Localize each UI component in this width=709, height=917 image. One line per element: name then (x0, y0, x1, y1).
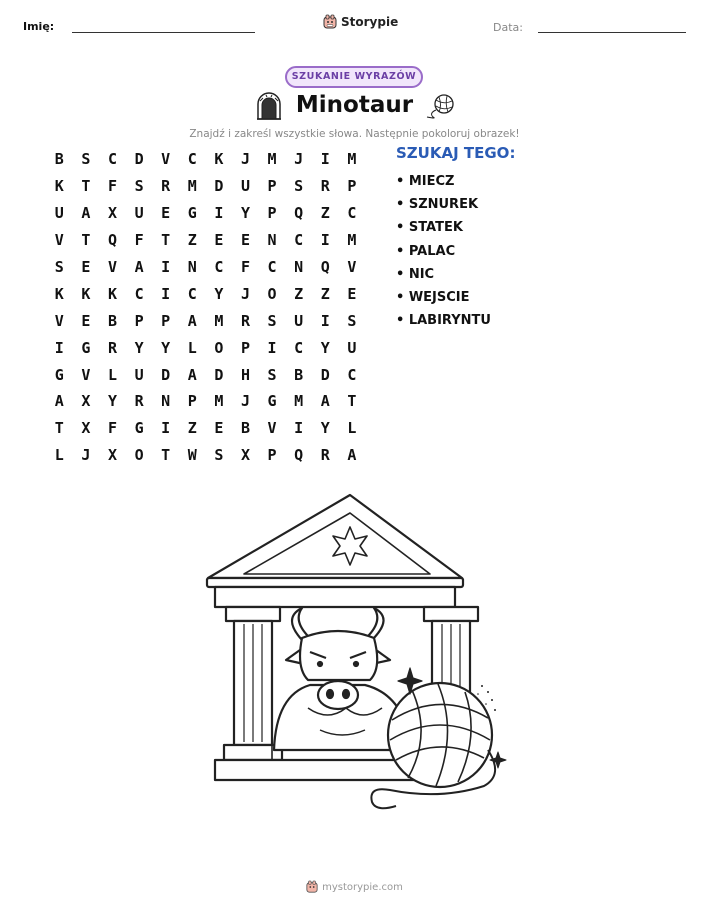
grid-letter[interactable]: V (107, 258, 117, 276)
grid-letter[interactable]: S (347, 311, 357, 330)
grid-letter[interactable]: P (240, 338, 250, 357)
grid-letter[interactable]: I (320, 231, 330, 250)
grid-letter[interactable]: R (107, 338, 117, 357)
grid-letter[interactable]: Y (214, 284, 224, 303)
grid-letter[interactable]: Q (320, 258, 330, 276)
storypie-logo-icon (306, 880, 318, 894)
grid-letter[interactable]: E (240, 231, 250, 250)
grid-letter[interactable]: G (54, 365, 64, 384)
name-line[interactable] (72, 32, 255, 33)
grid-letter[interactable]: I (294, 419, 304, 438)
grid-letter[interactable]: T (347, 392, 357, 411)
grid-letter[interactable]: R (320, 446, 330, 465)
grid-letter[interactable]: C (294, 338, 304, 357)
grid-letter[interactable]: S (267, 365, 277, 384)
word-list-item: • SZNUREK (396, 197, 479, 213)
grid-letter[interactable]: K (54, 284, 64, 303)
grid-letter[interactable]: X (107, 446, 117, 465)
grid-letter[interactable]: N (294, 258, 304, 276)
grid-letter[interactable]: C (214, 258, 224, 276)
grid-letter[interactable]: Q (107, 231, 117, 250)
grid-letter[interactable]: I (161, 284, 171, 303)
grid-letter[interactable]: P (134, 311, 144, 330)
grid-letter[interactable]: I (214, 204, 224, 223)
grid-letter[interactable]: V (267, 419, 277, 438)
grid-row (46, 442, 365, 469)
grid-letter[interactable]: A (81, 204, 91, 223)
grid-letter[interactable]: T (161, 231, 171, 250)
grid-letter[interactable]: L (54, 446, 64, 465)
grid-letter[interactable]: X (107, 204, 117, 223)
grid-letter[interactable]: F (240, 258, 250, 276)
letter-grid (46, 146, 365, 469)
grid-letter[interactable]: C (347, 204, 357, 223)
grid-letter[interactable]: K (214, 150, 224, 169)
grid-letter[interactable]: A (347, 446, 357, 465)
grid-letter[interactable]: T (54, 419, 64, 438)
storypie-logo-icon (323, 14, 337, 30)
grid-letter[interactable]: T (81, 177, 91, 196)
grid-letter[interactable]: M (294, 392, 304, 411)
grid-letter[interactable]: W (187, 446, 197, 465)
grid-letter[interactable]: H (240, 365, 250, 384)
grid-letter[interactable]: R (320, 177, 330, 196)
grid-letter[interactable]: U (54, 204, 64, 223)
grid-letter[interactable]: C (187, 150, 197, 169)
grid-letter[interactable]: A (134, 258, 144, 276)
grid-row (46, 227, 365, 254)
grid-letter[interactable]: Z (294, 284, 304, 303)
grid-letter[interactable]: Y (320, 419, 330, 438)
grid-letter[interactable]: E (161, 204, 171, 223)
grid-letter[interactable]: R (240, 311, 250, 330)
grid-letter[interactable]: C (107, 150, 117, 169)
word-list-item: • NIC (396, 266, 435, 282)
grid-row (46, 361, 365, 388)
grid-letter[interactable]: U (240, 177, 250, 196)
grid-letter[interactable]: Z (187, 231, 197, 250)
grid-letter[interactable]: V (347, 258, 357, 276)
grid-letter[interactable]: Y (161, 338, 171, 357)
word-list-item: • STATEK (396, 220, 463, 236)
activity-badge: SZUKANIE WYRAZÓW (285, 66, 423, 88)
grid-letter[interactable]: T (161, 446, 171, 465)
grid-letter[interactable]: D (320, 365, 330, 384)
grid-row (46, 146, 365, 173)
grid-letter[interactable]: B (240, 419, 250, 438)
grid-row (46, 200, 365, 227)
grid-letter[interactable]: P (267, 177, 277, 196)
grid-letter[interactable]: G (81, 338, 91, 357)
grid-letter[interactable]: P (267, 204, 277, 223)
grid-letter[interactable]: E (214, 419, 224, 438)
grid-letter[interactable]: F (134, 231, 144, 250)
footer-url[interactable]: mystorypie.com (322, 881, 403, 893)
grid-letter[interactable]: L (187, 338, 197, 357)
grid-letter[interactable]: G (267, 392, 277, 411)
yarn-ball-icon (425, 93, 457, 119)
grid-letter[interactable]: S (54, 258, 64, 276)
grid-letter[interactable]: D (134, 150, 144, 169)
grid-letter[interactable]: X (240, 446, 250, 465)
grid-letter[interactable]: E (81, 258, 91, 276)
minotaur-temple-illustration (200, 490, 510, 820)
grid-letter[interactable]: V (54, 311, 64, 330)
date-line[interactable] (538, 32, 686, 33)
word-list-item: • WEJSCIE (396, 289, 470, 305)
grid-letter[interactable]: A (187, 365, 197, 384)
grid-letter[interactable]: J (240, 284, 250, 303)
grid-letter[interactable]: I (320, 311, 330, 330)
grid-letter[interactable]: L (347, 419, 357, 438)
word-list-item: • LABIRYNTU (396, 313, 491, 329)
grid-row (46, 307, 365, 334)
word-list (396, 170, 491, 332)
grid-letter[interactable]: D (214, 365, 224, 384)
grid-letter[interactable]: G (187, 204, 197, 223)
grid-letter[interactable]: V (161, 150, 171, 169)
grid-letter[interactable]: Y (107, 392, 117, 411)
grid-letter[interactable]: P (347, 177, 357, 196)
grid-letter[interactable]: N (161, 392, 171, 411)
grid-letter[interactable]: B (294, 365, 304, 384)
grid-letter[interactable]: I (54, 338, 64, 357)
grid-row (46, 388, 365, 415)
grid-letter[interactable]: C (187, 284, 197, 303)
grid-letter[interactable]: O (214, 338, 224, 357)
grid-letter[interactable]: L (107, 365, 117, 384)
word-list-item: • MIECZ (396, 174, 455, 189)
grid-letter[interactable]: O (267, 284, 277, 303)
grid-letter[interactable]: G (134, 419, 144, 438)
grid-letter[interactable]: O (134, 446, 144, 465)
grid-letter[interactable]: B (107, 311, 117, 330)
grid-letter[interactable]: V (81, 365, 91, 384)
grid-letter[interactable]: Z (187, 419, 197, 438)
grid-letter[interactable]: M (214, 392, 224, 411)
grid-letter[interactable]: U (294, 311, 304, 330)
grid-letter[interactable]: I (161, 258, 171, 276)
grid-letter[interactable]: J (240, 392, 250, 411)
grid-letter[interactable]: P (267, 446, 277, 465)
grid-letter[interactable]: J (240, 150, 250, 169)
grid-letter[interactable]: X (81, 392, 91, 411)
grid-letter[interactable]: F (107, 419, 117, 438)
grid-letter[interactable]: Y (134, 338, 144, 357)
grid-letter[interactable]: S (294, 177, 304, 196)
grid-row (46, 254, 365, 281)
grid-letter[interactable]: D (161, 365, 171, 384)
grid-letter[interactable]: P (161, 311, 171, 330)
grid-letter[interactable]: A (320, 392, 330, 411)
grid-letter[interactable]: E (81, 311, 91, 330)
grid-letter[interactable]: C (134, 284, 144, 303)
grid-letter[interactable]: N (267, 231, 277, 250)
grid-letter[interactable]: P (187, 392, 197, 411)
grid-letter[interactable]: K (81, 284, 91, 303)
grid-letter[interactable]: R (161, 177, 171, 196)
grid-letter[interactable]: Y (240, 204, 250, 223)
page-title: Minotaur (295, 92, 414, 118)
grid-letter[interactable]: Z (320, 284, 330, 303)
date-label: Data: (493, 21, 523, 34)
grid-letter[interactable]: M (347, 231, 357, 250)
grid-letter[interactable]: Q (294, 446, 304, 465)
grid-letter[interactable]: I (320, 150, 330, 169)
grid-letter[interactable]: E (214, 231, 224, 250)
grid-row (46, 280, 365, 307)
grid-letter[interactable]: C (294, 231, 304, 250)
grid-letter[interactable]: J (294, 150, 304, 169)
grid-row (46, 173, 365, 200)
footer (0, 880, 709, 894)
grid-letter[interactable]: A (187, 311, 197, 330)
instructions: Znajdź i zakreśl wszystkie słowa. Następnie pokoloruj obrazek! (189, 128, 520, 140)
grid-letter[interactable]: V (54, 231, 64, 250)
grid-letter[interactable]: U (347, 338, 357, 357)
grid-letter[interactable]: I (267, 338, 277, 357)
grid-letter[interactable]: C (347, 365, 357, 384)
grid-letter[interactable]: Q (294, 204, 304, 223)
grid-letter[interactable]: S (81, 150, 91, 169)
grid-letter[interactable]: B (54, 150, 64, 169)
grid-letter[interactable]: M (187, 177, 197, 196)
word-list-title: SZUKAJ TEGO: (396, 144, 516, 162)
grid-letter[interactable]: K (54, 177, 64, 196)
grid-letter[interactable]: E (347, 284, 357, 303)
grid-letter[interactable]: F (107, 177, 117, 196)
grid-letter[interactable]: Y (320, 338, 330, 357)
grid-letter[interactable]: S (214, 446, 224, 465)
word-list-item: • PALAC (396, 243, 456, 259)
grid-letter[interactable]: A (54, 392, 64, 411)
grid-letter[interactable]: U (134, 204, 144, 223)
grid-letter[interactable]: R (134, 392, 144, 411)
brand-name: Storypie (341, 15, 399, 29)
grid-letter[interactable]: S (134, 177, 144, 196)
name-label: Imię: (23, 20, 55, 33)
grid-letter[interactable]: C (267, 258, 277, 276)
grid-letter[interactable]: X (81, 419, 91, 438)
grid-letter[interactable]: M (214, 311, 224, 330)
grid-letter[interactable]: Z (320, 204, 330, 223)
grid-letter[interactable]: I (161, 419, 171, 438)
grid-letter[interactable]: M (347, 150, 357, 169)
grid-row (46, 415, 365, 442)
grid-letter[interactable]: S (267, 311, 277, 330)
grid-letter[interactable]: U (134, 365, 144, 384)
grid-letter[interactable]: K (107, 284, 117, 303)
grid-letter[interactable]: N (187, 258, 197, 276)
grid-letter[interactable]: M (267, 150, 277, 169)
grid-letter[interactable]: T (81, 231, 91, 250)
brand (323, 14, 398, 30)
grid-letter[interactable]: D (214, 177, 224, 196)
grid-row (46, 334, 365, 361)
grid-letter[interactable]: J (81, 446, 91, 465)
